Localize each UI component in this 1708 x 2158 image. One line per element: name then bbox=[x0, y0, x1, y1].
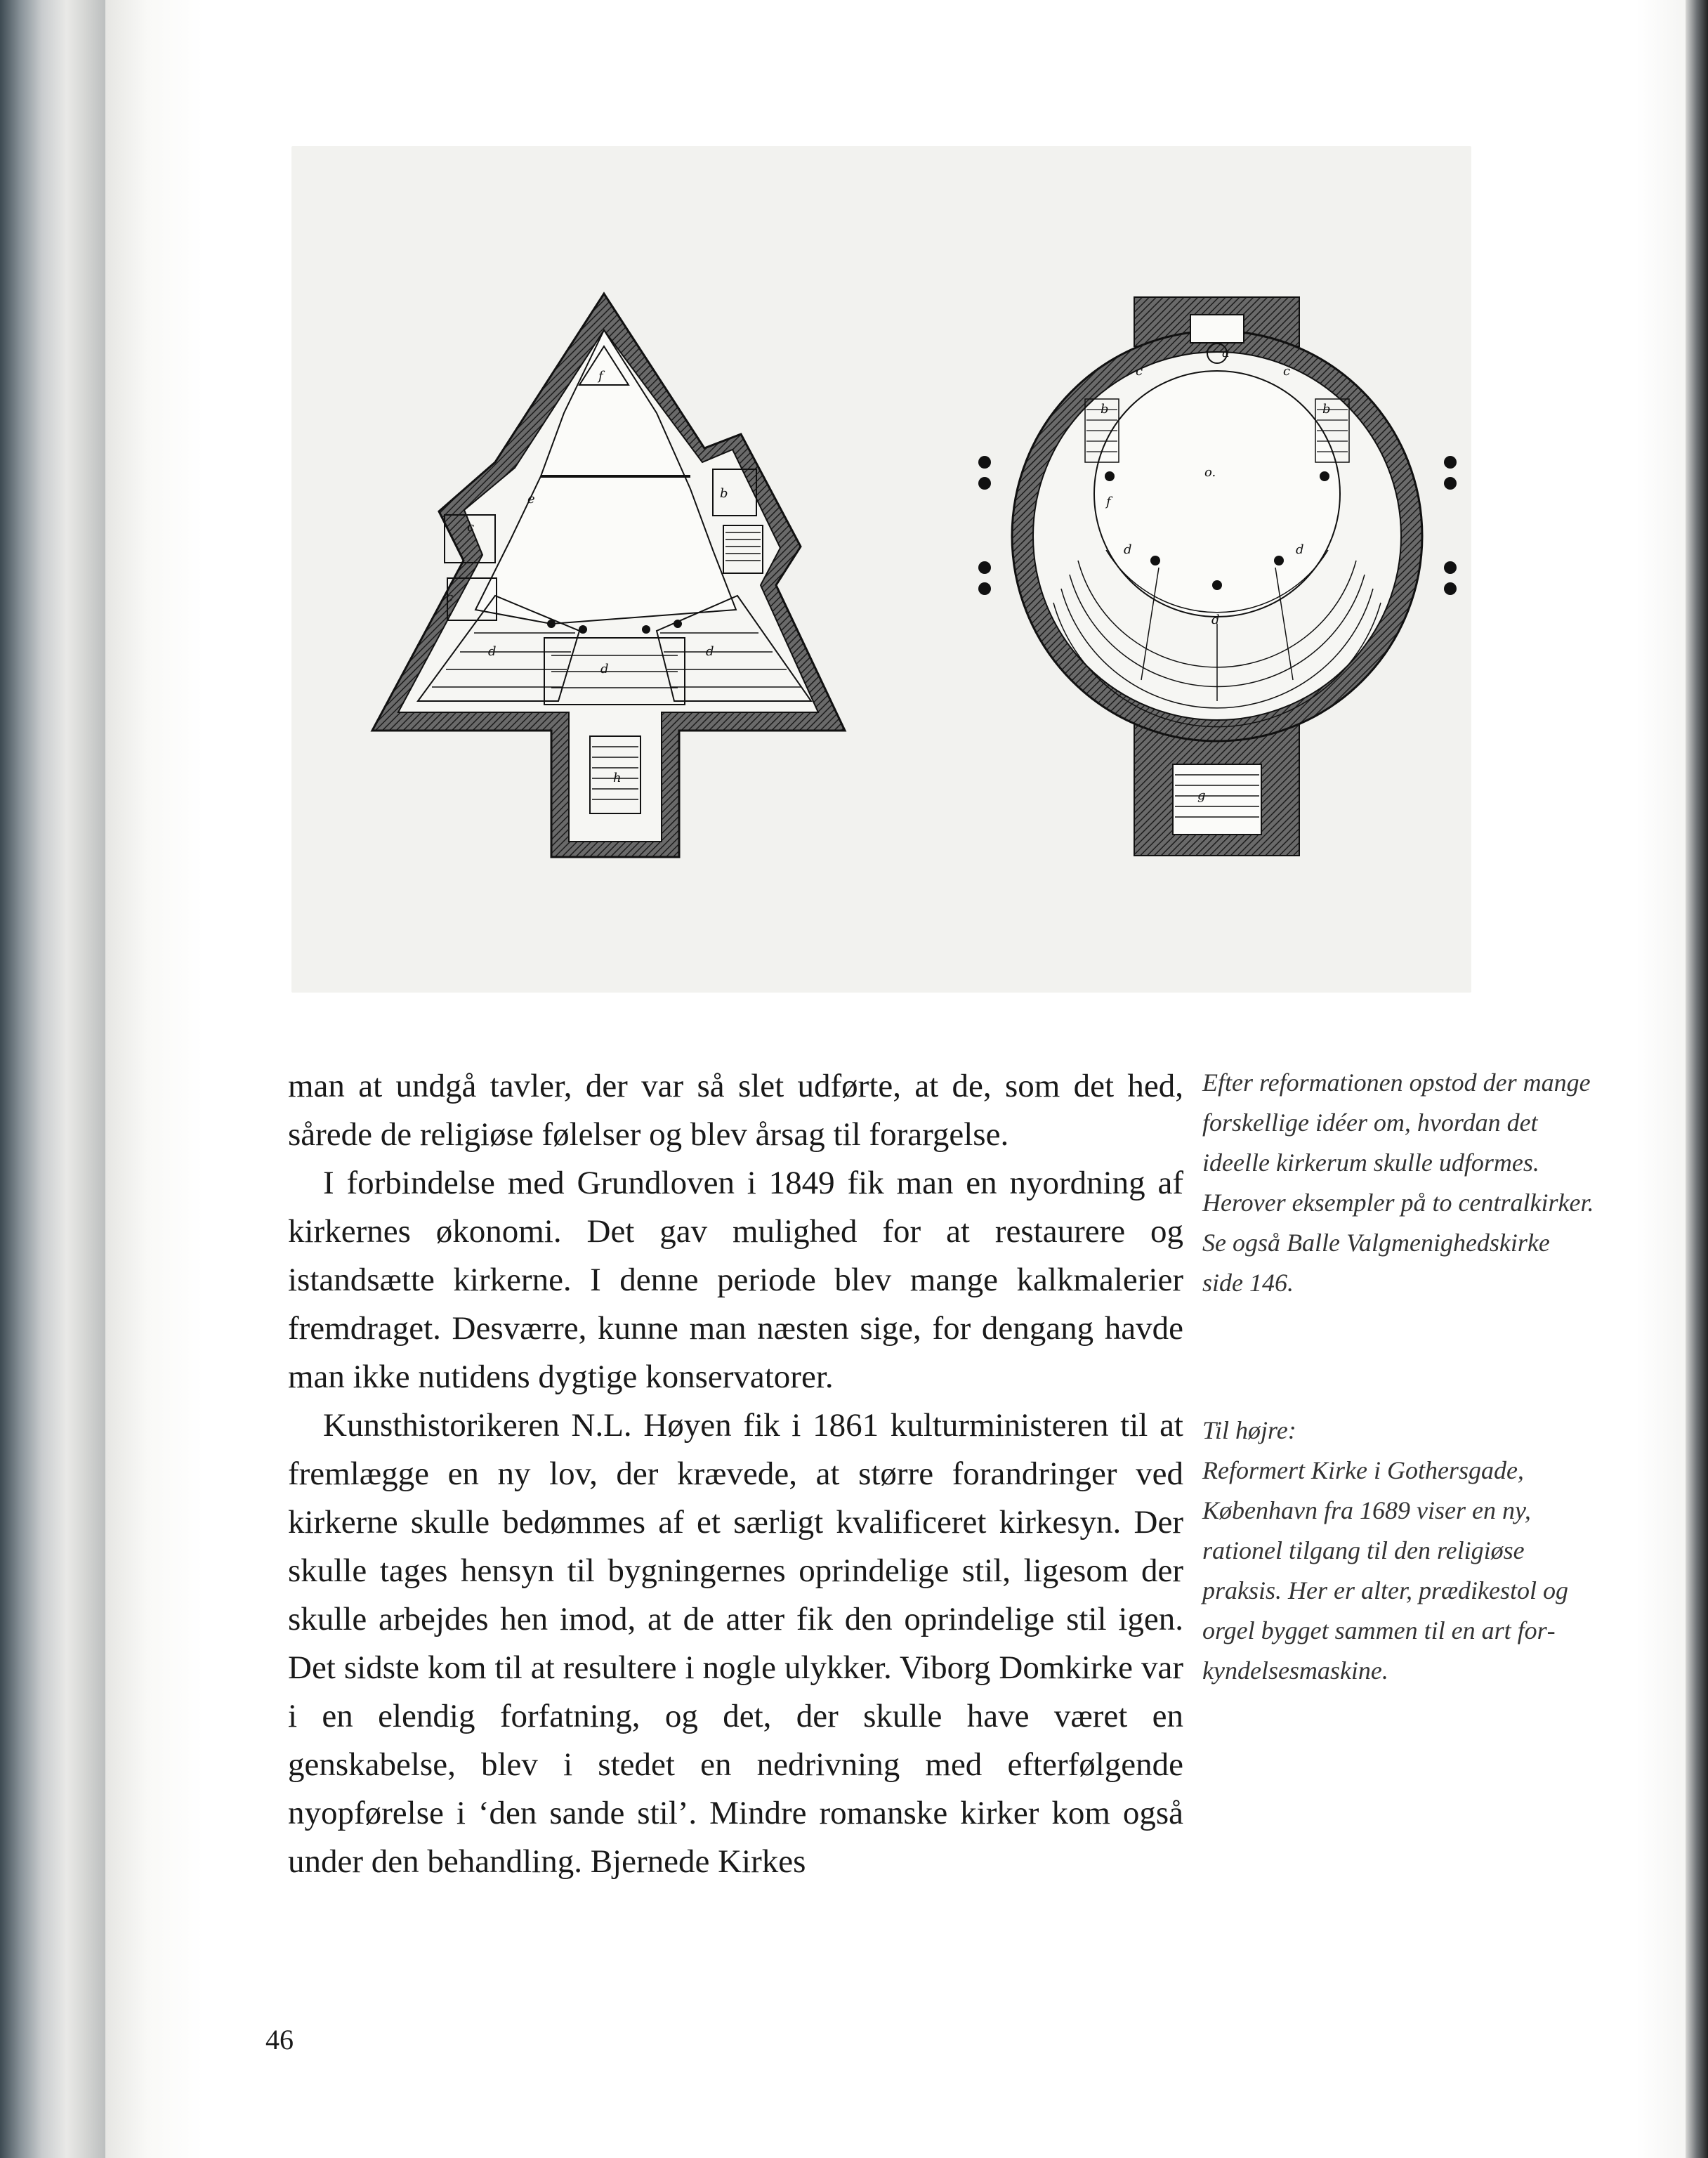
svg-text:h: h bbox=[613, 771, 622, 785]
svg-text:c: c bbox=[1136, 364, 1143, 379]
svg-text:a: a bbox=[1222, 346, 1230, 360]
svg-text:b: b bbox=[1322, 402, 1331, 417]
book-edge-left bbox=[0, 0, 105, 2158]
svg-text:f: f bbox=[598, 369, 603, 384]
paragraph-2: I forbindelse med Grundloven i 1849 fik man en nyordning af kirkernes økonomi. Det gav mulighed for at restaurere og istandsætte kirkerne. I denne periode blev mange kalkmalerier fremdraget. Desværre, kunne man næsten sige, for dengang havde man ikke nutidens dygtige konservatorer. bbox=[288, 1165, 1183, 1395]
side-caption-text: Reformert Kirke i Gothersgade, København fra 1689 viser en ny, rationel tilgang til den religiøse praksis. Her er alter, prædikestol og orgel bygget sammen til en art forkyndelsesmaskine. bbox=[1202, 1456, 1568, 1685]
body-text bbox=[288, 1062, 1183, 1886]
book-edge-right bbox=[1686, 0, 1708, 2158]
svg-text:c: c bbox=[467, 520, 475, 535]
svg-text:d: d bbox=[1124, 542, 1132, 557]
svg-text:d: d bbox=[600, 662, 609, 676]
svg-text:c: c bbox=[446, 590, 454, 605]
svg-text:e: e bbox=[527, 492, 535, 506]
figure-caption: Efter reformationen opstod der mange forskellige idéer om, hvordan det ideelle kirkerum skulle udformes. Herover eksempler på to centralkirker. Se også Balle Valgmenighedskirke side 146. bbox=[1202, 1068, 1594, 1297]
floor-plans-drawing bbox=[291, 146, 1471, 993]
svg-text:c: c bbox=[1283, 364, 1291, 379]
page-number: 46 bbox=[265, 2024, 294, 2055]
svg-text:g: g bbox=[1197, 788, 1206, 803]
svg-text:d: d bbox=[1296, 542, 1304, 557]
svg-text:o.: o. bbox=[1204, 465, 1216, 480]
svg-text:b: b bbox=[720, 486, 728, 501]
paragraph-1: man at undgå tavler, der var så slet udførte, at de, som det hed, sårede de religiøse følelser og blev årsag til forargelse. bbox=[288, 1068, 1183, 1153]
paragraph-3: Kunsthistorikeren N.L. Høyen fik i 1861 kulturministeren til at fremlægge en ny lov, der krævede, at større forandringer ved kirkerne skulle bedømmes af et særligt kvalificeret kirkesyn. Der skulle tages hensyn til bygningernes oprindelige stil, ligesom der skulle arbejdes hen imod, at de atter fik den oprindelige stil igen. Det sidste kom til at resultere i nogle ulykker. Viborg Domkirke var i en elendig forfatning, og det, der skulle have været en genskabelse, blev i stedet en nedrivning med efterfølgende nyopførelse i ‘den sande stil’. Mindre romanske kirker kom også under den behandling. Bjernede Kirkes bbox=[288, 1407, 1183, 1880]
svg-text:f: f bbox=[1106, 495, 1111, 509]
circular-church-plan bbox=[978, 297, 1457, 856]
svg-text:d: d bbox=[1211, 613, 1220, 627]
triangular-church-plan bbox=[372, 294, 845, 857]
side-caption bbox=[1202, 1411, 1596, 1691]
svg-text:b: b bbox=[1101, 402, 1109, 417]
side-caption-heading: Til højre: bbox=[1202, 1416, 1296, 1444]
floor-plans-figure bbox=[291, 146, 1471, 993]
svg-text:d: d bbox=[488, 644, 497, 659]
svg-text:d: d bbox=[706, 644, 714, 659]
